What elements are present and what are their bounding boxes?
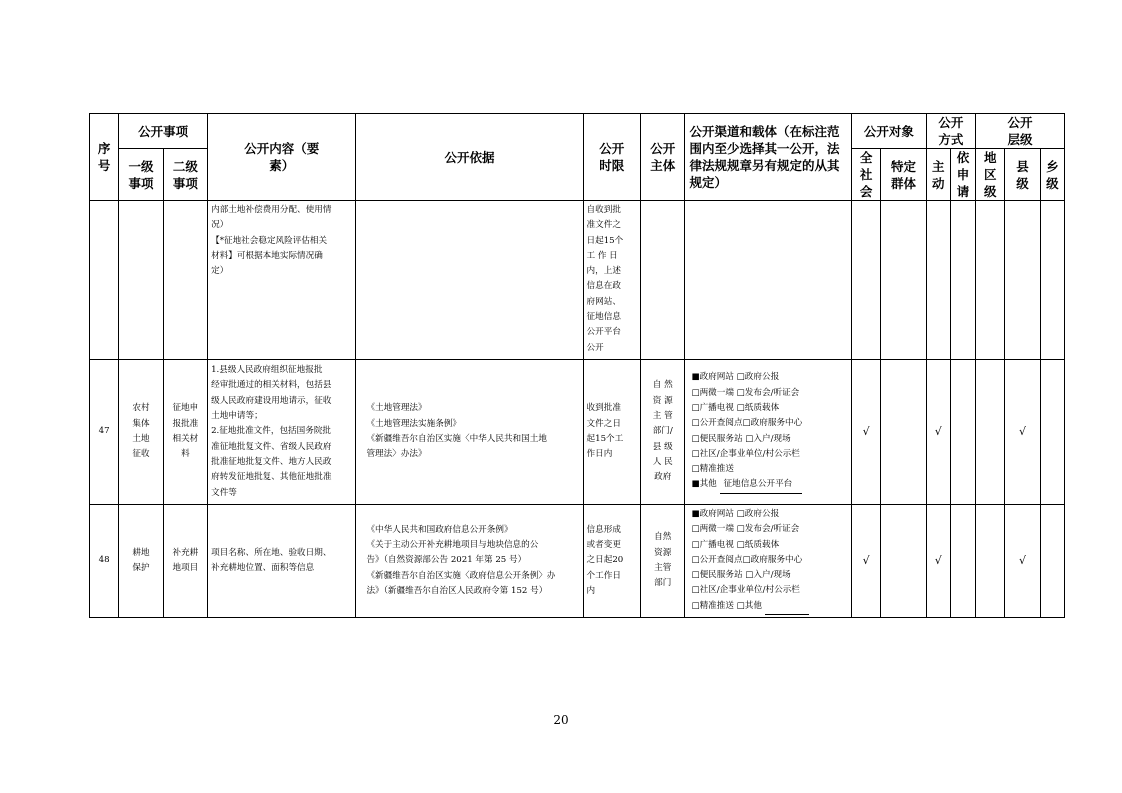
cont-town	[1040, 201, 1064, 360]
header-content: 公开内容（要素）	[208, 114, 356, 201]
cont-county	[1005, 201, 1040, 360]
row48-society-check: √	[851, 505, 880, 618]
cont-seq	[90, 201, 119, 360]
header-society: 全社会	[851, 149, 880, 201]
row47-time: 收到批准 文件之日 起15个工 作日内	[583, 360, 641, 505]
row48-time: 信息形成 或者变更 之日起20 个工作日 内	[583, 505, 641, 618]
table-row-continuation	[90, 201, 1065, 360]
cont-channel	[685, 201, 852, 360]
header-active: 主动	[926, 149, 950, 201]
cont-region	[976, 201, 1005, 360]
header-items: 公开事项	[119, 114, 208, 149]
row48-apply	[950, 505, 975, 618]
cont-content: 内部土地补偿费用分配、使用情 况） 【*征地社会稳定风险评估相关 材料】可根据本地实际情况确 定）	[208, 201, 356, 360]
header-row-1	[90, 114, 1065, 149]
row47-seq: 47	[90, 360, 119, 505]
header-town: 乡级	[1040, 149, 1064, 201]
cont-level2	[163, 201, 207, 360]
header-county: 县级	[1005, 149, 1040, 201]
row47-channel-other-label: ■其他	[691, 479, 717, 490]
header-level2: 二级事项	[163, 149, 207, 201]
cont-society	[851, 201, 880, 360]
row48-town	[1040, 505, 1064, 618]
header-channel: 公开渠道和载体（在标注范围内至少选择其一公开，法律法规规章另有规定的从其规定）	[685, 114, 852, 201]
header-specific: 特定群体	[881, 149, 926, 201]
row48-level2: 补充耕 地项目	[163, 505, 207, 618]
table-row-47	[90, 360, 1065, 505]
header-apply: 依申请	[950, 149, 975, 201]
header-target: 公开对象	[851, 114, 926, 149]
row48-basis: 《中华人民共和国政府信息公开条例》 《关于主动公开补充耕地项目与地块信息的公 告》（自然资源部公告 2021 年第 25 号） 《新疆维吾尔自治区实施〈政府信息公开条例〉办 法》（新疆维吾尔自治区人民政府令第 152 号）	[356, 505, 583, 618]
row48-content: 项目名称、所在地、验收日期、 补充耕地位置、面积等信息	[208, 505, 356, 618]
row47-channel-other-value: 征地信息公开平台	[720, 477, 803, 493]
row47-region	[976, 360, 1005, 505]
page-number: 20	[553, 713, 569, 727]
row47-specific	[881, 360, 926, 505]
row47-level2: 征地申 报批准 相关材 料	[163, 360, 207, 505]
row48-seq: 48	[90, 505, 119, 618]
row47-content: 1.县级人民政府组织征地报批 经审批通过的相关材料，包括县 级人民政府建设用地请示，征收 土地申请等； 2.征地批准文件，包括国务院批 准征地批复文件、省级人民政府 批准征地批复文件、地方人民政 府转发征地批复、其他征地批准 文件等	[208, 360, 356, 505]
cont-subject	[641, 201, 685, 360]
row48-subject: 自然 资源 主管 部门	[641, 505, 685, 618]
header-method: 公开方式	[926, 114, 975, 149]
cont-specific	[881, 201, 926, 360]
cont-apply	[950, 201, 975, 360]
row47-channel: ■政府网站 □政府公报 □两微一端 □发布会/听证会 □广播电视 □纸质载体 □公开查阅点□政府服务中心 □便民服务站 □入户/现场 □社区/企事业单位/村公示栏 □精准推送 ■其他 征地信息公开平台	[685, 360, 852, 505]
header-seq	[90, 114, 119, 201]
row47-town	[1040, 360, 1064, 505]
cont-time: 自收到批 准文件之 日起15个 工 作 日 内，上述 信息在政 府网站、 征地信息 公开平台 公开	[583, 201, 641, 360]
row48-channel-last-label: □精准推送 □其他	[691, 600, 762, 611]
cont-active	[926, 201, 950, 360]
row47-county-check: √	[1005, 360, 1040, 505]
header-time: 公开时限	[583, 114, 641, 201]
row48-channel: ■政府网站 □政府公报 □两微一端 □发布会/听证会 □广播电视 □纸质载体 □公开查阅点□政府服务中心 □便民服务站 □入户/现场 □社区/企事业单位/村公示栏 □精准推送 □其他	[685, 505, 852, 618]
row48-channel-other-blank	[765, 599, 809, 615]
row47-apply	[950, 360, 975, 505]
header-region: 地区级	[976, 149, 1005, 201]
row47-society-check: √	[851, 360, 880, 505]
table-row-48	[90, 505, 1065, 618]
row48-region	[976, 505, 1005, 618]
header-basis: 公开依据	[356, 114, 583, 201]
cont-level1	[119, 201, 163, 360]
header-seq-text: 序号	[97, 141, 111, 173]
row48-active-check: √	[926, 505, 950, 618]
row48-county-check: √	[1005, 505, 1040, 618]
row47-subject: 自 然 资 源 主 管 部门/ 县 级 人 民 政府	[641, 360, 685, 505]
row48-specific	[881, 505, 926, 618]
row47-active-check: √	[926, 360, 950, 505]
row47-basis: 《土地管理法》 《土地管理法实施条例》 《新疆维吾尔自治区实施〈中华人民共和国土地 管理法〉办法》	[356, 360, 583, 505]
row47-level1: 农村 集体 土地 征收	[119, 360, 163, 505]
header-level1: 一级事项	[119, 149, 163, 201]
header-tier: 公开层级	[976, 114, 1065, 149]
header-subject: 公开主体	[641, 114, 685, 201]
disclosure-table	[89, 113, 1065, 618]
row48-level1: 耕地 保护	[119, 505, 163, 618]
cont-basis	[356, 201, 583, 360]
